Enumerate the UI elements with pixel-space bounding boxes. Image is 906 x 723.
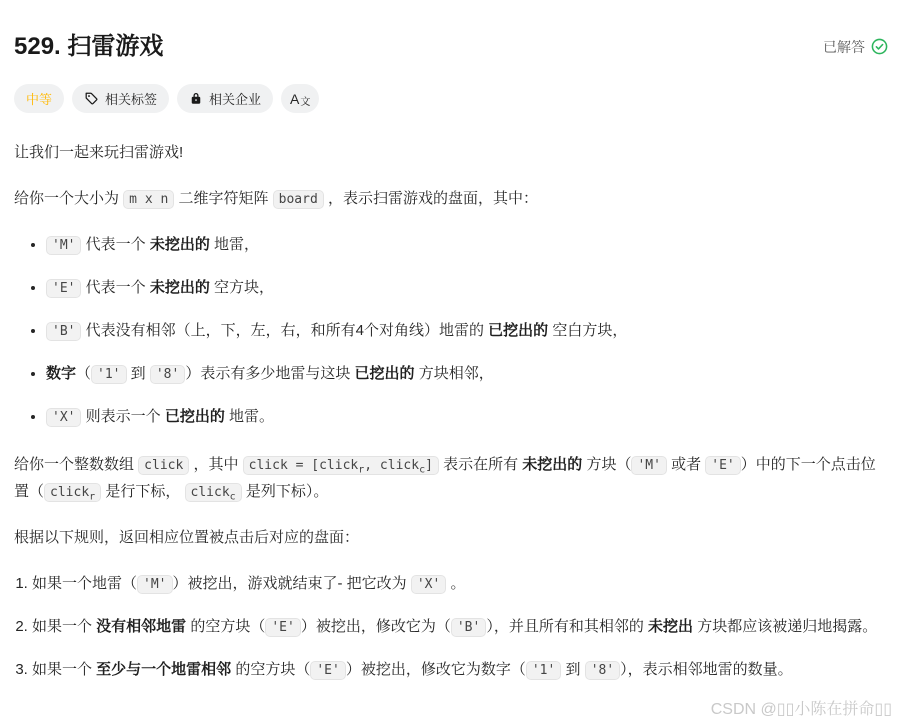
related-companies-label: 相关企业 — [209, 92, 262, 107]
inline-code: '8' — [585, 661, 620, 680]
bold-text: 未挖出的 — [149, 236, 210, 253]
inline-code: 'B' — [451, 618, 486, 637]
bullet-list — [14, 231, 888, 430]
inline-code: 'E' — [310, 661, 345, 680]
inline-code: click$_c$ — [185, 483, 242, 502]
related-companies-button[interactable] — [177, 84, 273, 113]
tag-icon — [84, 91, 99, 106]
inline-code: 'E' — [265, 618, 300, 637]
problem-description — [14, 139, 888, 683]
list-item: 3. 如果一个 至少与一个地雷相邻 的空方块（ 'E' ）被挖出，修改它为数字（ '1' 到 '8' ），表示相邻地雷的数量。 — [32, 656, 888, 683]
list-item: 2. 如果一个 没有相邻地雷 的空方块（ 'E' ）被挖出，修改它为（ 'B' ），并且所有和其相邻的 未挖出 方块都应该被递归地揭露。 — [32, 613, 888, 640]
inline-code: board — [273, 190, 324, 209]
bold-text: 未挖出的 — [149, 279, 210, 296]
inline-code: '1' — [526, 661, 561, 680]
list-item: • 'B' 代表没有相邻（上，下，左，右，和所有4个对角线）地雷的 已挖出的 空白方块， — [46, 317, 888, 344]
bold-text: 没有相邻地雷 — [96, 618, 187, 635]
inline-code: click = [click$_r$, click$_c$] — [243, 456, 439, 475]
bold-text: 数字 — [46, 365, 77, 382]
status-badge[interactable] — [823, 37, 888, 57]
page-title: 529. 扫雷游戏 — [14, 33, 164, 60]
inline-code: 'E' — [46, 279, 81, 298]
translate-button[interactable] — [281, 84, 319, 113]
list-item: • 'E' 代表一个 未挖出的 空方块， — [46, 274, 888, 301]
bold-text: 已挖出的 — [488, 322, 549, 339]
difficulty-badge[interactable]: 中等 — [14, 84, 64, 113]
bold-text: 已挖出的 — [354, 365, 415, 382]
status-label: 已解答 — [823, 38, 865, 55]
list-item: • 'X' 则表示一个 已挖出的 地雷。 — [46, 403, 888, 430]
inline-code: 'M' — [46, 236, 81, 255]
list-item: • 数字（ '1' 到 '8' ）表示有多少地雷与这块 已挖出的 方块相邻， — [46, 360, 888, 387]
problem-header — [14, 30, 888, 63]
watermark: CSDN @▯▯小陈在拼命▯▯ — [710, 701, 892, 718]
paragraph: 根据以下规则，返回相应位置被点击后对应的盘面： — [14, 529, 360, 546]
inline-code: click$_r$ — [44, 483, 101, 502]
bold-text: 已挖出的 — [164, 408, 225, 425]
list-item: • 'M' 代表一个 未挖出的 地雷， — [46, 231, 888, 258]
inline-code: click — [138, 456, 189, 475]
inline-code: 'X' — [46, 408, 81, 427]
list-item: 1. 如果一个地雷（ 'M' ）被挖出，游戏就结束了- 把它改为 'X' 。 — [32, 570, 888, 597]
paragraph: 给你一个大小为 m x n 二维字符矩阵 board ，表示扫雷游戏的盘面，其中： — [14, 190, 538, 207]
inline-code: 'X' — [411, 575, 446, 594]
inline-code: 'M' — [137, 575, 172, 594]
inline-code: '1' — [91, 365, 126, 384]
inline-code: m x n — [123, 190, 174, 209]
paragraph: 让我们一起来玩扫雷游戏! — [14, 144, 184, 161]
paragraph: 给你一个整数数组 click ，其中 click = [click$_r$, click$_c$] 表示在所有 未挖出的 方块（ 'M' 或者 'E' ）中的下一个点击位置（ click$_r$ 是行下标， click$_c$ 是列下标）。 — [14, 456, 876, 503]
inline-code: 'M' — [631, 456, 666, 475]
inline-code: 'E' — [705, 456, 740, 475]
toolbar — [14, 84, 888, 113]
bold-text: 未挖出的 — [522, 456, 583, 473]
inline-code: '8' — [150, 365, 185, 384]
bold-text: 未挖出 — [648, 618, 694, 635]
related-tags-button[interactable] — [72, 84, 169, 113]
lock-icon — [189, 91, 203, 106]
translate-icon: A文 — [290, 90, 311, 108]
numbered-list — [14, 570, 888, 683]
bold-text: 至少与一个地雷相邻 — [96, 661, 232, 678]
check-circle-icon — [871, 38, 888, 55]
inline-code: 'B' — [46, 322, 81, 341]
related-tags-label: 相关标签 — [105, 92, 158, 107]
